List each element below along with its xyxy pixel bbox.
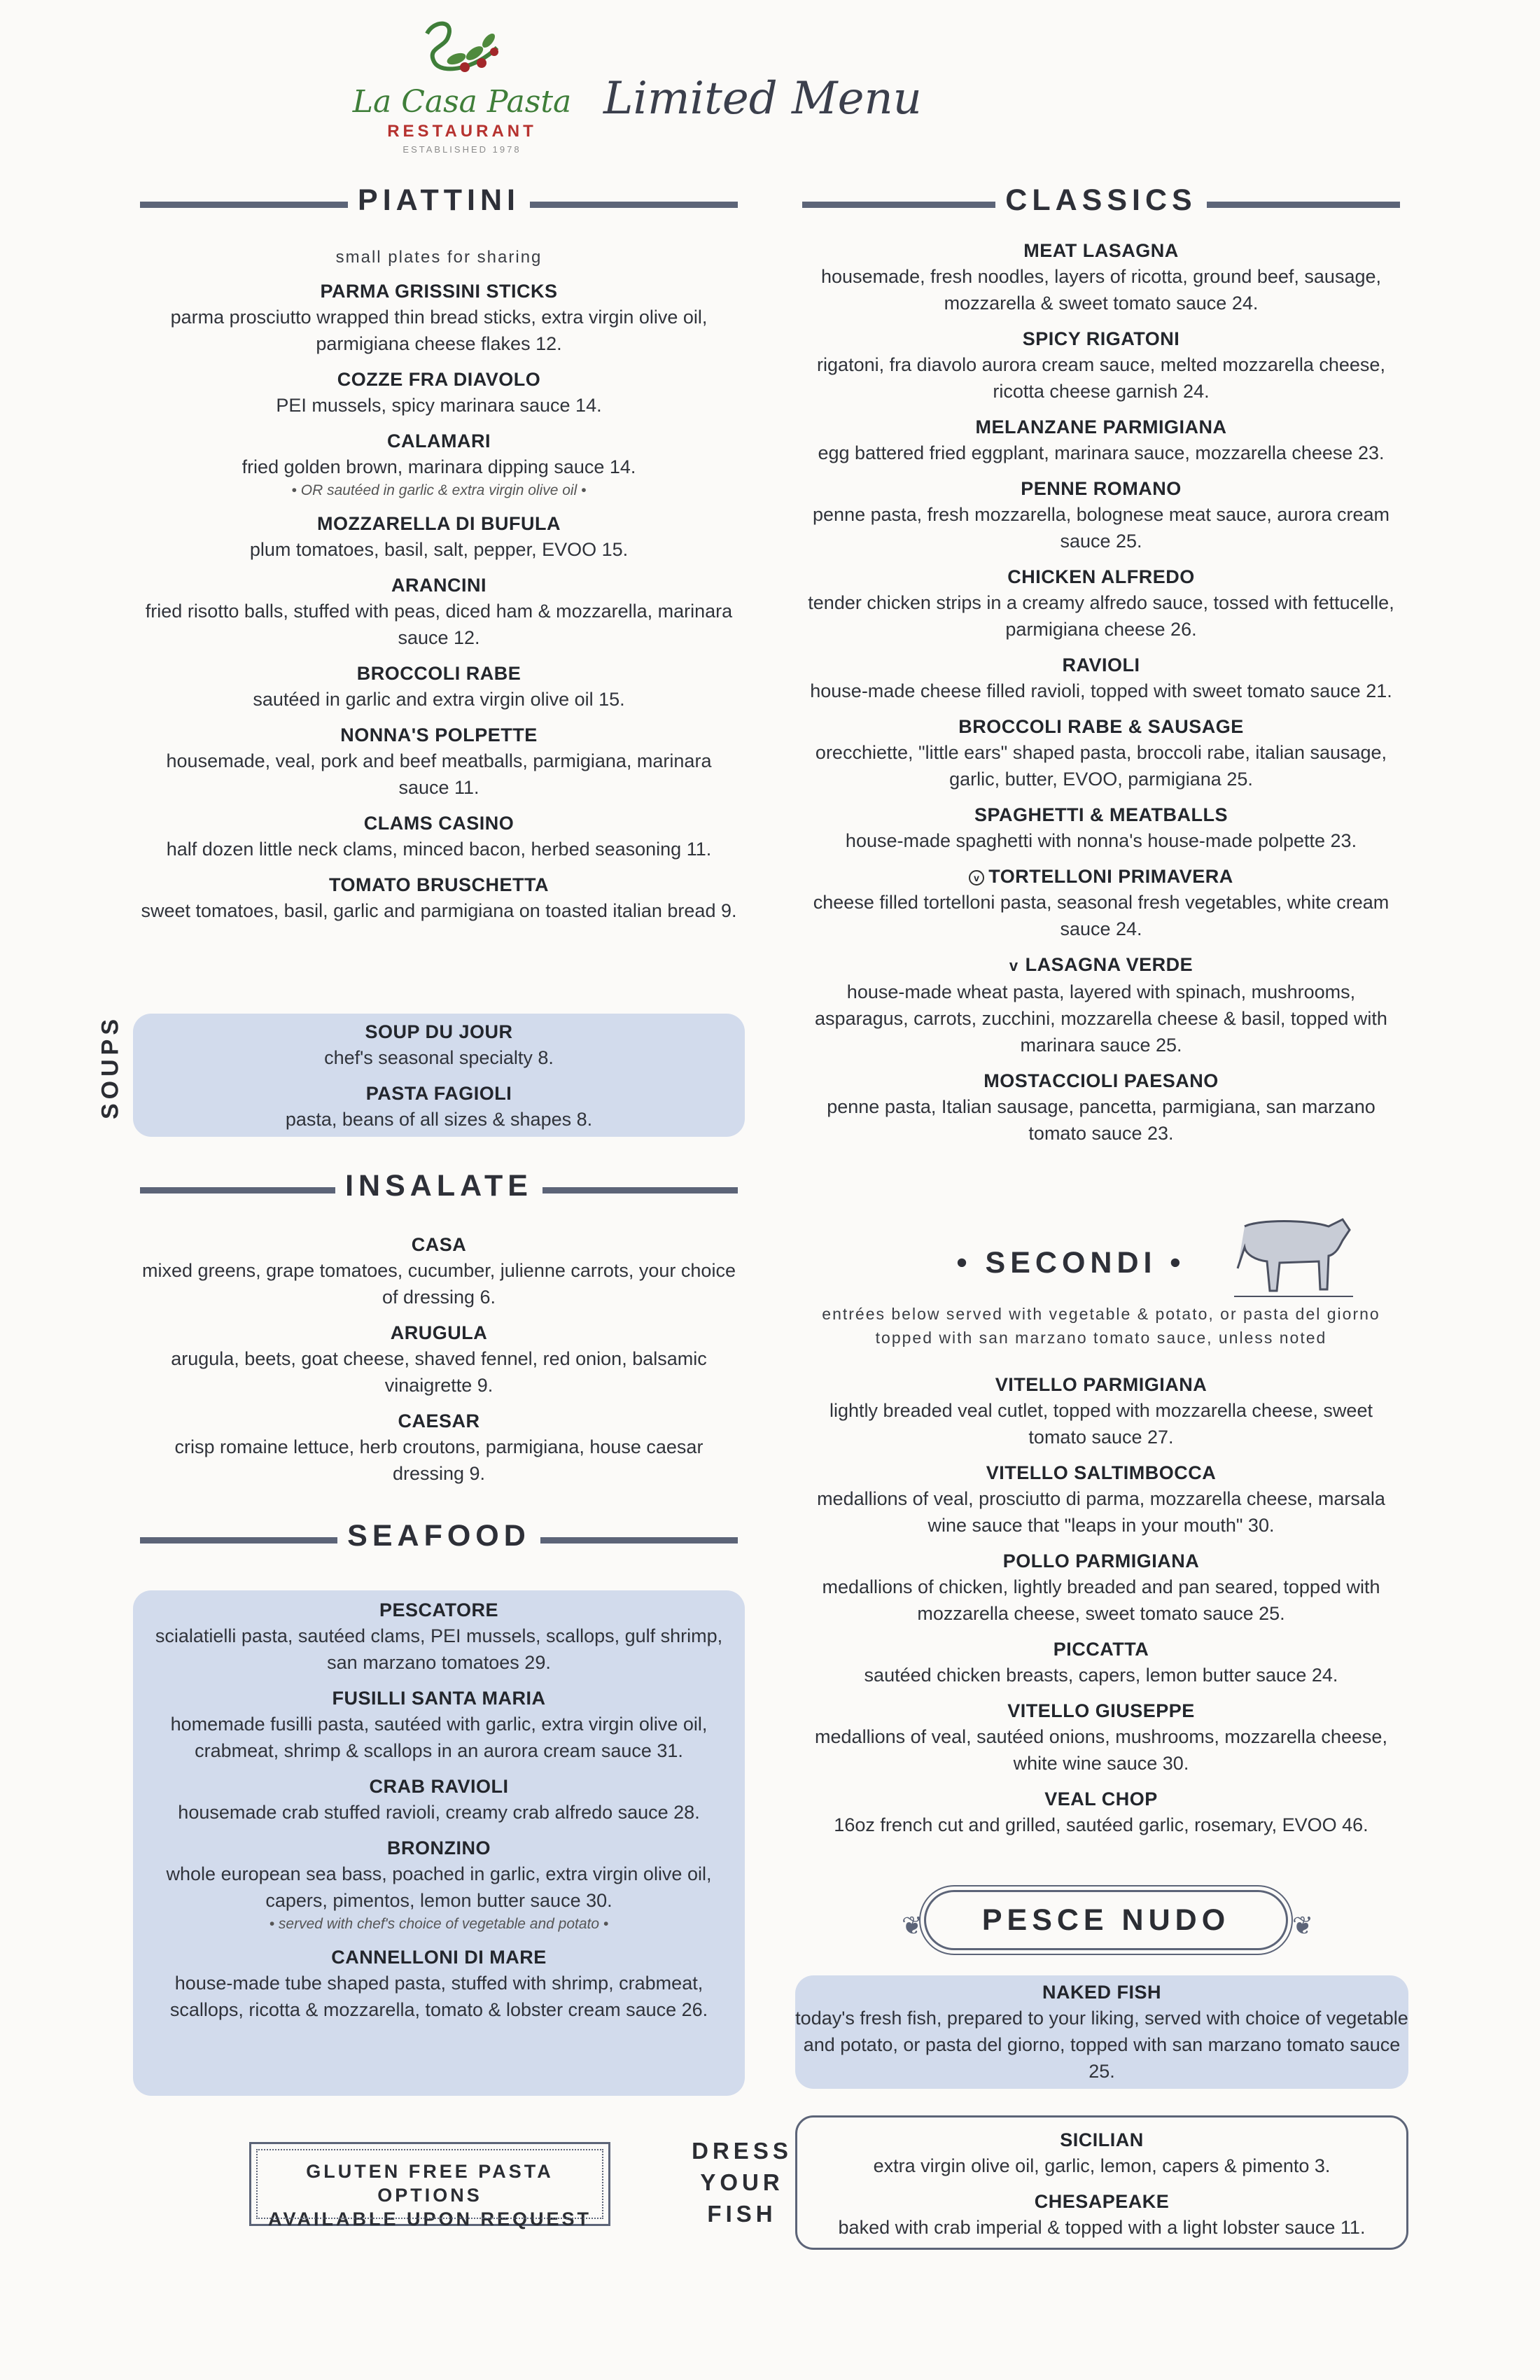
item-name: PENNE ROMANO <box>1021 478 1182 499</box>
logo-restaurant: RESTAURANT <box>387 122 537 141</box>
menu-item <box>140 1408 738 1487</box>
menu-item <box>802 414 1400 466</box>
item-name: CRAB RAVIOLI <box>369 1776 509 1797</box>
item-desc: pasta, beans of all sizes & shapes 8. <box>285 1109 593 1130</box>
gluten-free-line2: AVAILABLE UPON REQUEST <box>267 2208 592 2230</box>
menu-item <box>143 1597 735 1676</box>
item-name: PESCATORE <box>379 1600 499 1620</box>
item-desc: sautéed chicken breasts, capers, lemon butter sauce 24. <box>864 1665 1338 1686</box>
item-name: PASTA FAGIOLI <box>365 1083 512 1104</box>
soups-label: SOUPS <box>97 1014 124 1120</box>
item-desc: egg battered fried eggplant, marinara sauce, mozzarella cheese 23. <box>818 442 1385 463</box>
menu-item <box>143 1945 735 2023</box>
classics-list <box>802 238 1400 1156</box>
item-desc: medallions of veal, sautéed onions, mushrooms, mozzarella cheese, white wine sauce 30. <box>815 1726 1387 1774</box>
item-name: CANNELLONI DI MARE <box>331 1947 547 1968</box>
item-name: VITELLO GIUSEPPE <box>1007 1700 1195 1721</box>
menu-item <box>802 1698 1400 1777</box>
item-desc: cheese filled tortelloni pasta, seasonal fresh vegetables, white cream sauce 24. <box>813 892 1390 939</box>
restaurant-logo <box>336 20 588 160</box>
menu-item <box>802 476 1400 554</box>
secondi-subtitle-wrap <box>816 1302 1386 1350</box>
menu-item <box>140 279 738 357</box>
menu-item <box>143 1686 735 1764</box>
ornament-left-icon: ❦ <box>902 1911 923 1940</box>
item-desc: fried golden brown, marinara dipping sauce 14. <box>241 456 636 477</box>
menu-item <box>140 661 738 713</box>
menu-item <box>140 367 738 419</box>
menu-item <box>795 1980 1408 2085</box>
item-note: • OR sautéed in garlic & extra virgin olive oil • <box>291 482 587 498</box>
section-header-secondi <box>931 1246 1211 1288</box>
item-name: MELANZANE PARMIGIANA <box>975 416 1227 438</box>
item-desc: baked with crab imperial & topped with a light lobster sauce 11. <box>838 2217 1366 2238</box>
section-title-secondi: • SECONDI • <box>956 1246 1186 1280</box>
cow-illustration-icon <box>1231 1198 1357 1303</box>
item-desc: whole european sea bass, poached in garlic, extra virgin olive oil, capers, pimentos, lemon butter sauce 30. <box>166 1863 712 1911</box>
section-header-seafood <box>140 1519 738 1561</box>
menu-item <box>802 1460 1400 1539</box>
item-desc: extra virgin olive oil, garlic, lemon, capers & pimento 3. <box>873 2155 1331 2176</box>
item-name: MEAT LASAGNA <box>1023 240 1179 261</box>
menu-item <box>140 1232 738 1310</box>
ornament-right-icon: ❦ <box>1292 1911 1314 1940</box>
item-name: MOSTACCIOLI PAESANO <box>983 1070 1219 1091</box>
item-name: SOUP DU JOUR <box>365 1021 513 1042</box>
item-desc: 16oz french cut and grilled, sautéed garlic, rosemary, EVOO 46. <box>834 1814 1368 1835</box>
item-name: TORTELLONI PRIMAVERA <box>988 866 1233 887</box>
section-title-insalate: INSALATE <box>335 1169 542 1203</box>
item-name: PICCATTA <box>1053 1639 1149 1660</box>
item-name: CHESAPEAKE <box>1034 2191 1170 2212</box>
pesce-nudo-box <box>795 1975 1408 2089</box>
gluten-free-line1: GLUTEN FREE PASTA OPTIONS <box>306 2161 554 2206</box>
item-desc: sweet tomatoes, basil, garlic and parmigiana on toasted italian bread 9. <box>141 900 737 921</box>
item-desc: PEI mussels, spicy marinara sauce 14. <box>276 395 602 416</box>
item-name: MOZZARELLA DI BUFULA <box>317 513 561 534</box>
soups-box <box>133 1014 745 1137</box>
menu-item <box>140 573 738 651</box>
item-name: COZZE FRA DIAVOLO <box>337 369 541 390</box>
olive-branch-icon <box>413 20 511 86</box>
item-desc: parma prosciutto wrapped thin bread sticks, extra virgin olive oil, parmigiana cheese flakes 12. <box>170 307 708 354</box>
menu-item <box>802 652 1400 704</box>
menu-item <box>802 802 1400 854</box>
item-desc: plum tomatoes, basil, salt, pepper, EVOO 15. <box>249 539 629 560</box>
menu-item <box>802 952 1400 1058</box>
piattini-subtitle: small plates for sharing <box>335 248 542 267</box>
menu-item <box>802 714 1400 792</box>
menu-item <box>140 1320 738 1399</box>
dress-your-fish-box <box>795 2115 1408 2250</box>
item-desc: house-made tube shaped pasta, stuffed with shrimp, crabmeat, scallops, ricotta & mozzarella, tomato & lobster cream sauce 26. <box>169 1973 708 2020</box>
menu-item <box>802 864 1400 942</box>
item-name: VITELLO PARMIGIANA <box>995 1374 1208 1395</box>
menu-item <box>140 872 738 924</box>
item-name: LASAGNA VERDE <box>1025 954 1194 975</box>
secondi-subtitle: entrées below served with vegetable & potato, or pasta del giorno topped with san marzano tomato sauce, unless noted <box>822 1305 1380 1347</box>
item-desc: homemade fusilli pasta, sautéed with garlic, extra virgin olive oil, crabmeat, shrimp & scallops in an aurora cream sauce 31. <box>170 1714 708 1761</box>
item-name: TOMATO BRUSCHETTA <box>329 874 549 895</box>
menu-item <box>802 1637 1400 1688</box>
item-name: VITELLO SALTIMBOCCA <box>986 1462 1217 1483</box>
menu-item <box>802 1068 1400 1147</box>
item-desc: house-made spaghetti with nonna's house-made polpette 23. <box>845 830 1357 851</box>
menu-item <box>802 1548 1400 1627</box>
menu-item <box>802 326 1400 405</box>
section-header-classics <box>802 183 1400 225</box>
item-desc: tender chicken strips in a creamy alfredo sauce, tossed with fettucelle, parmigiana cheese 26. <box>808 592 1394 640</box>
item-name: BROCCOLI RABE & SAUSAGE <box>958 716 1244 737</box>
seafood-box <box>133 1590 745 2096</box>
menu-item <box>133 1081 745 1133</box>
section-header-pesce-nudo <box>924 1890 1288 1950</box>
item-name: SICILIAN <box>1060 2129 1144 2150</box>
logo-established: ESTABLISHED 1978 <box>402 144 522 155</box>
menu-item <box>133 1019 745 1071</box>
item-name: POLLO PARMIGIANA <box>1002 1550 1200 1572</box>
item-desc: medallions of veal, prosciutto di parma, mozzarella cheese, marsala wine sauce that "leaps in your mouth" 30. <box>817 1488 1385 1536</box>
piattini-list <box>140 248 738 934</box>
item-desc: arugula, beets, goat cheese, shaved fennel, red onion, balsamic vinaigrette 9. <box>171 1348 707 1396</box>
menu-item <box>143 1774 735 1826</box>
item-name: VEAL CHOP <box>1044 1788 1158 1809</box>
dress-your-fish-label: DRESS YOUR FISH <box>692 2138 792 2227</box>
item-desc: chef's seasonal specialty 8. <box>324 1047 554 1068</box>
item-note: • served with chef's choice of vegetable and potato • <box>269 1916 609 1932</box>
item-desc: house-made cheese filled ravioli, topped with sweet tomato sauce 21. <box>810 680 1392 701</box>
item-name: RAVIOLI <box>1062 654 1140 676</box>
menu-item <box>140 722 738 801</box>
item-name: CHICKEN ALFREDO <box>1007 566 1195 587</box>
section-header-piattini <box>140 183 738 225</box>
menu-item <box>802 1372 1400 1450</box>
item-desc: house-made wheat pasta, layered with spinach, mushrooms, asparagus, carrots, zucchini, mozzarella cheese & basil, topped with marinara sauce 25. <box>815 981 1387 1056</box>
item-name: NAKED FISH <box>1042 1982 1161 2003</box>
item-desc: housemade crab stuffed ravioli, creamy crab alfredo sauce 28. <box>178 1802 700 1823</box>
secondi-list <box>802 1372 1400 1848</box>
item-name: CALAMARI <box>387 430 491 451</box>
item-name: ARUGULA <box>390 1322 488 1343</box>
menu-item <box>802 238 1400 316</box>
item-desc: crisp romaine lettuce, herb croutons, parmigiana, house caesar dressing 9. <box>174 1436 704 1484</box>
item-desc: housemade, veal, pork and beef meatballs, parmigiana, marinara sauce 11. <box>166 750 712 798</box>
item-desc: scialatielli pasta, sautéed clams, PEI mussels, scallops, gulf shrimp, san marzano tomatoes 29. <box>155 1625 723 1673</box>
gluten-free-notice <box>249 2142 610 2230</box>
item-desc: sautéed in garlic and extra virgin olive oil 15. <box>253 689 625 710</box>
menu-item <box>140 428 738 501</box>
item-name: FUSILLI SANTA MARIA <box>332 1688 546 1709</box>
item-desc: medallions of chicken, lightly breaded and pan seared, topped with mozzarella cheese, sweet tomato sauce 25. <box>822 1576 1380 1624</box>
item-name: SPICY RIGATONI <box>1022 328 1180 349</box>
item-name: NONNA'S POLPETTE <box>340 724 538 746</box>
menu-item <box>797 2127 1406 2179</box>
item-desc: lightly breaded veal cutlet, topped with mozzarella cheese, sweet tomato sauce 27. <box>830 1400 1373 1448</box>
item-desc: half dozen little neck clams, minced bacon, herbed seasoning 11. <box>166 839 712 860</box>
vegetarian-icon: v <box>1009 957 1018 974</box>
item-name: CAESAR <box>398 1410 480 1432</box>
section-title-piattini: PIATTINI <box>348 183 530 217</box>
menu-item <box>802 1786 1400 1838</box>
item-desc: orecchiette, "little ears" shaped pasta, broccoli rabe, italian sausage, garlic, butter, EVOO, parmigiana 25. <box>815 742 1387 790</box>
section-title-pesce-nudo: PESCE NUDO <box>981 1903 1231 1937</box>
item-name: CASA <box>411 1234 467 1255</box>
section-header-insalate <box>140 1169 738 1211</box>
section-title-seafood: SEAFOOD <box>337 1519 540 1553</box>
menu-item <box>802 564 1400 643</box>
logo-script-name: La Casa Pasta <box>352 84 572 120</box>
item-desc: mixed greens, grape tomatoes, cucumber, julienne carrots, your choice of dressing 6. <box>142 1260 736 1308</box>
item-name: BRONZINO <box>387 1837 491 1858</box>
item-name: SPAGHETTI & MEATBALLS <box>974 804 1228 825</box>
menu-title: Limited Menu <box>603 73 922 125</box>
menu-item <box>143 1835 735 1935</box>
menu-item <box>140 811 738 862</box>
menu-item <box>140 511 738 563</box>
menu-item <box>797 2189 1406 2241</box>
item-desc: today's fresh fish, prepared to your liking, served with choice of vegetable and potato, or pasta del giorno, topped with san marzano tomato sauce 25. <box>795 2008 1408 2082</box>
item-name: CLAMS CASINO <box>363 813 514 834</box>
item-desc: rigatoni, fra diavolo aurora cream sauce, melted mozzarella cheese, ricotta cheese garnish 24. <box>817 354 1385 402</box>
item-name: BROCCOLI RABE <box>356 663 522 684</box>
section-title-classics: CLASSICS <box>995 183 1206 217</box>
item-desc: housemade, fresh noodles, layers of ricotta, ground beef, sausage, mozzarella & sweet tomato sauce 24. <box>821 266 1381 314</box>
item-name: PARMA GRISSINI STICKS <box>320 281 558 302</box>
insalate-list <box>140 1232 738 1497</box>
item-desc: fried risotto balls, stuffed with peas, diced ham & mozzarella, marinara sauce 12. <box>145 601 733 648</box>
item-desc: penne pasta, Italian sausage, pancetta, parmigiana, san marzano tomato sauce 23. <box>827 1096 1376 1144</box>
item-desc: penne pasta, fresh mozzarella, bolognese meat sauce, aurora cream sauce 25. <box>813 504 1390 552</box>
item-name: ARANCINI <box>391 575 486 596</box>
vegetarian-icon: v <box>969 870 984 886</box>
